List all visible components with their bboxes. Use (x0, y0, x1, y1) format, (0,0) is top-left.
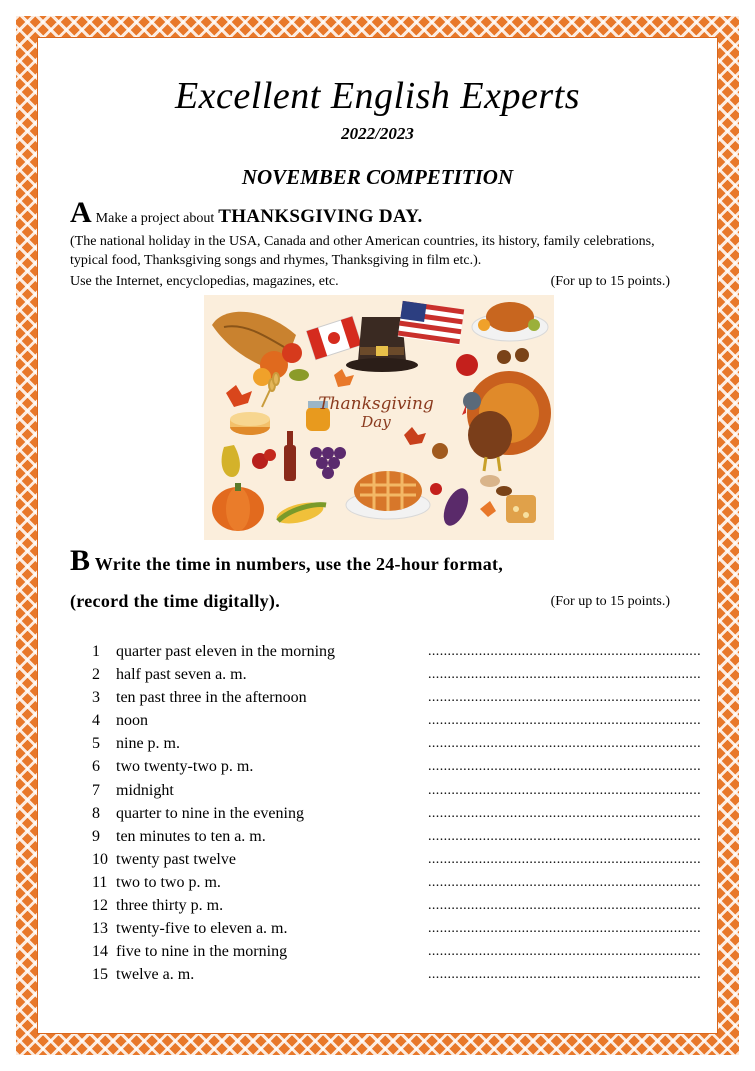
answer-line[interactable]: ...................................................................... (428, 736, 701, 752)
list-item: 4 noon ...................................................................... (92, 709, 672, 732)
list-item: 6 two twenty-two p. m. ...................................................................... (92, 755, 672, 778)
section-a-points: (For up to 15 points.) (550, 274, 670, 289)
section-a-topic: THANKSGIVING DAY. (218, 206, 423, 227)
list-item: 13 twenty-five to eleven a. m. ...................................................................... (92, 917, 672, 940)
section-a-heading (70, 196, 680, 230)
answer-line[interactable]: ...................................................................... (428, 690, 701, 706)
answer-line[interactable]: ...................................................................... (428, 967, 701, 983)
apple-icon (456, 354, 478, 376)
list-item: 10 twenty past twelve ...................................................................... (92, 848, 672, 871)
answer-line[interactable]: ...................................................................... (428, 782, 701, 798)
answer-line[interactable]: ...................................................................... (428, 874, 701, 890)
list-item: 2 half past seven a. m. ...................................................................... (92, 663, 672, 686)
list-item: 3 ten past three in the afternoon ...................................................................... (92, 686, 672, 709)
section-b-instruction-1: Write the time in numbers, use the 24-hour format, (94, 554, 504, 574)
chestnut-icon (497, 350, 511, 364)
section-b-instruction-line-2 (70, 591, 670, 612)
section-b-points: (For up to 15 points.) (550, 594, 670, 609)
list-item: 15 twelve a. m. ...................................................................... (92, 963, 672, 986)
section-a-description: (The national holiday in the USA, Canada and other American countries, its history, family celebrations, typical food, Thanksgiving songs and rhymes, Thanksgiving in film etc.). (70, 234, 655, 268)
answer-line[interactable]: ...................................................................... (428, 828, 701, 844)
list-item: 7 midnight ...................................................................... (92, 779, 672, 802)
section-b-letter: B (70, 544, 91, 577)
section-a-sources: Use the Internet, encyclopedias, magazines, etc. (70, 274, 339, 289)
competition-heading: NOVEMBER COMPETITION (241, 165, 514, 189)
section-a-sources-line (70, 272, 670, 291)
answer-line[interactable]: ...................................................................... (428, 944, 701, 960)
thanksgiving-illustration (204, 295, 554, 540)
answer-line[interactable]: ...................................................................... (428, 644, 701, 659)
list-item: 9 ten minutes to ten a. m. ...................................................................... (92, 825, 672, 848)
answer-line[interactable]: ...................................................................... (428, 805, 701, 821)
page-title: Excellent English Experts (174, 75, 581, 117)
list-item: 8 quarter to nine in the evening ...................................................................... (92, 802, 672, 825)
answer-line[interactable]: ...................................................................... (428, 667, 701, 683)
time-exercise-list (92, 640, 701, 986)
school-year: 2022/2023 (341, 124, 414, 143)
section-a-letter: A (70, 196, 92, 229)
section-b-heading (70, 544, 680, 578)
list-item: 5 nine p. m. ...................................................................... (92, 732, 672, 755)
acorn-icon (432, 443, 448, 459)
pie-slice-icon (230, 412, 270, 435)
answer-line[interactable]: ...................................................................... (428, 851, 701, 867)
list-item: 12 three thirty p. m. ...................................................................... (92, 894, 672, 917)
list-item: 11 two to two p. m. ...................................................................... (92, 871, 672, 894)
section-b-instruction-2: (record the time digitally). (70, 591, 281, 611)
answer-line[interactable]: ...................................................................... (428, 713, 701, 729)
illustration-title-2: Day (361, 413, 391, 431)
answer-line[interactable]: ...................................................................... (428, 921, 701, 937)
illustration-title-1: Thanksgiving (318, 394, 434, 414)
answer-line[interactable]: ...................................................................... (428, 759, 701, 775)
list-item: 1 quarter past eleven in the morning ...................................................................... (92, 640, 672, 663)
answer-line[interactable]: ...................................................................... (428, 898, 701, 914)
section-a-intro: Make a project about (95, 211, 215, 226)
bread-icon (506, 495, 536, 523)
list-item: 14 five to nine in the morning ...................................................................... (92, 940, 672, 963)
